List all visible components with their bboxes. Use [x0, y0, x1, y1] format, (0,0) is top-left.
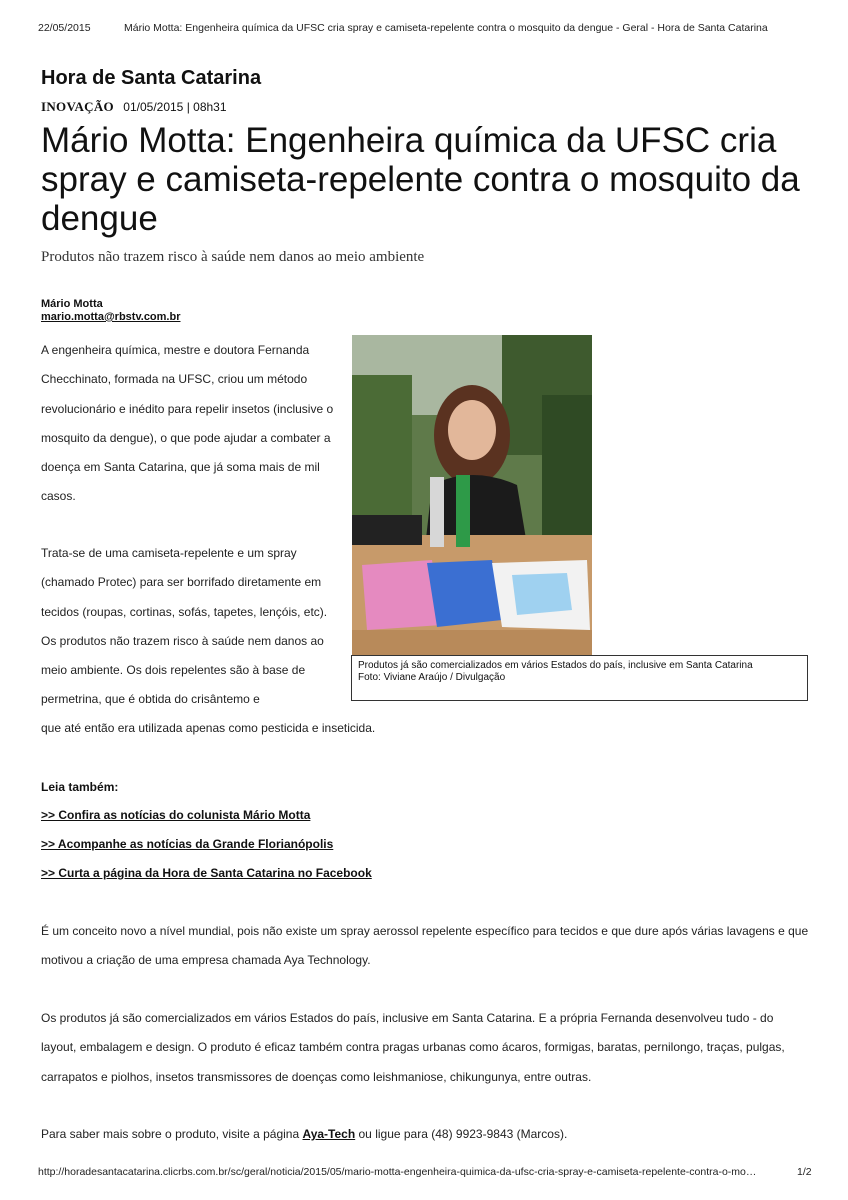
caption-text: Produtos já são comercializados em vários Estados do país, inclusive em Santa Catarina — [358, 660, 753, 671]
print-url: http://horadesantacatarina.clicrbs.com.br/sc/geral/noticia/2015/05/mario-motta-engenheira-quimica-da-ufsc-cria-spray-e-camiseta-repelente-contra-o-mo… — [38, 1166, 757, 1178]
article-title: Mário Motta: Engenheira química da UFSC cria spray e camiseta-repelente contra o mosquito da dengue — [41, 121, 800, 238]
article-subtitle: Produtos não trazem risco à saúde nem danos ao meio ambiente — [41, 249, 425, 265]
section-category[interactable]: INOVAÇÃO — [41, 99, 114, 114]
paragraph-2: Trata-se de uma camiseta-repelente e um spray (chamado Protec) para ser borrifado diretamente em tecidos (roupas, cortinas, sofás, tapetes, lençóis, etc). Os produtos não trazem risco à saúde nem danos ao meio ambiente. Os dois repelentes são à base de permetrina, que é obtida do crisântemo e — [41, 546, 328, 707]
paragraph-2-end: que até então era utilizada apenas como pesticida e inseticida. — [41, 721, 376, 735]
print-page-number: 1/2 — [797, 1166, 812, 1178]
related-link-facebook[interactable]: >> Curta a página da Hora de Santa Catarina no Facebook — [41, 866, 372, 880]
related-link-florianopolis[interactable]: >> Acompanhe as notícias da Grande Florianópolis — [41, 837, 334, 851]
paragraph-5-text-a: Para saber mais sobre o produto, visite a página — [41, 1127, 303, 1141]
author-email-link[interactable]: mario.motta@rbstv.com.br — [41, 311, 181, 323]
paragraph-3: É um conceito novo a nível mundial, pois não existe um spray aerossol repelente específico para tecidos e que dure após várias lavagens e que motivou a criação de uma empresa chamada Aya Technology. — [41, 924, 809, 968]
related-link-colunista[interactable]: >> Confira as notícias do colunista Mário Motta — [41, 808, 311, 822]
caption-credit: Foto: Viviane Araújo / Divulgação — [358, 672, 506, 683]
publish-date: 01/05/2015 | 08h31 — [123, 100, 227, 114]
paragraph-1: A engenheira química, mestre e doutora Fernanda Checchinato, formada na UFSC, criou um método revolucionário e inédito para repelir insetos (inclusive o mosquito da dengue), o que pode ajudar a combater a doença em Santa Catarina, que já soma mais de mil casos. — [41, 343, 334, 504]
aya-tech-link[interactable]: Aya-Tech — [302, 1127, 356, 1141]
photo-caption — [351, 655, 808, 701]
author-name: Mário Motta — [41, 298, 103, 310]
section-line — [41, 99, 227, 115]
print-page-title: Mário Motta: Engenheira química da UFSC cria spray e camiseta-repelente contra o mosquito da dengue - Geral - Hora de Santa Catarina — [124, 22, 768, 34]
related-heading: Leia também: — [41, 780, 119, 794]
print-date: 22/05/2015 — [38, 22, 91, 34]
author-block — [41, 298, 181, 324]
site-name[interactable]: Hora de Santa Catarina — [41, 67, 262, 89]
paragraph-5 — [41, 1120, 811, 1149]
paragraph-5-text-b: ou ligue para (48) 9923-9843 (Marcos). — [355, 1127, 568, 1141]
paragraph-4: Os produtos já são comercializados em vários Estados do país, inclusive em Santa Catarina. E a própria Fernanda desenvolveu tudo - do layout, embalagem e design. O produto é eficaz também contra pragas urbanas como ácaros, formigas, baratas, pernilongo, traças, pulgas, carrapatos e piolhos, insetos transmissores de doenças como leishmaniose, chikungunya, entre outras. — [41, 1011, 785, 1084]
article-photo — [352, 335, 592, 656]
